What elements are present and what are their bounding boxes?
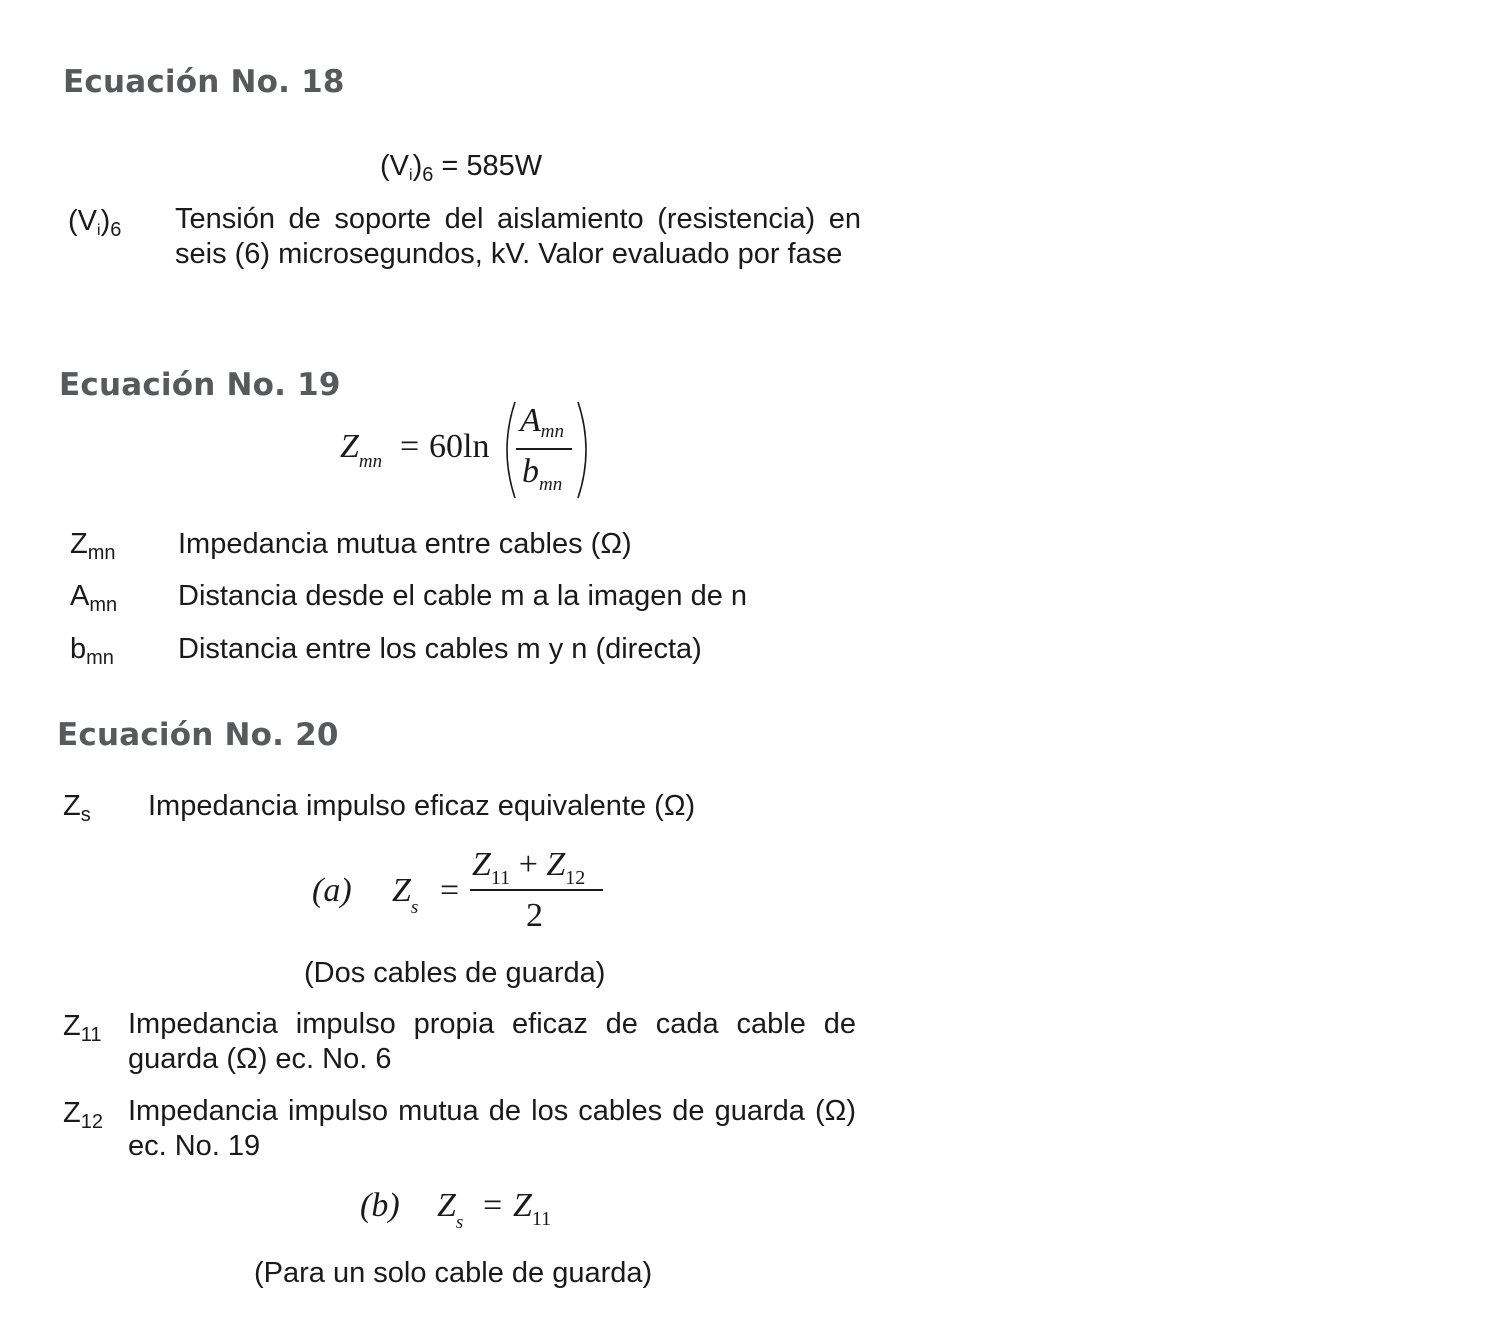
eq18-term-symbol: $(Vi)_6$ <box>68 205 122 241</box>
right-paren-icon <box>574 398 598 502</box>
term-symbol-zmn: $Z_{mn}$ <box>70 528 116 564</box>
term-description-bmn: Distancia entre los cables m y n (directa) <box>178 633 702 665</box>
term-description-amn: Distancia desde el cable m a la imagen de n <box>178 580 748 612</box>
eq20b-formula: (b) $Z_s$ = $Z_{11}$ <box>360 1187 552 1233</box>
term-symbol-bmn: $b_{mn}$ <box>70 633 114 669</box>
term-description-zs: Impedancia impulso eficaz equivalente (Ω) <box>148 790 696 822</box>
eq18-heading: Ecuación No. 18 <box>63 64 345 100</box>
eq19-heading: Ecuación No. 19 <box>59 367 341 403</box>
eq19-formula: $Z_{mn}$ = 60ln Amn $b_{mn}$ <box>340 398 600 502</box>
term-symbol-z11: $Z_{11}$ <box>63 1010 102 1046</box>
term-symbol-zs: $Z_s$ <box>63 790 91 826</box>
caption-two-guard-cables: (Dos cables de guarda) <box>304 957 606 989</box>
eq18-formula: $(Vi)_6 = 585W$ <box>380 150 543 186</box>
term-description-zmn: Impedancia mutua entre cables (Ω) <box>178 528 632 560</box>
eq20a-formula: (a) $Z_s$ = $Z_{11} + Z_{12}$ 2 <box>312 842 612 938</box>
fraction-bar <box>470 889 603 891</box>
term-description-z12: Impedancia impulso mutua de los cables de guarda (Ω) ec. No. 19 <box>128 1095 856 1162</box>
eq18-term-description: Tensión de soporte del aislamiento (resistencia) en seis (6) microsegundos, kV. Valor evaluado por fase <box>175 203 861 270</box>
left-paren-icon <box>495 398 519 502</box>
caption-single-guard-cable: (Para un solo cable de guarda) <box>254 1257 653 1289</box>
fraction-bar <box>516 448 572 450</box>
term-symbol-z12: $Z_{12}$ <box>63 1097 103 1133</box>
eq20-heading: Ecuación No. 20 <box>57 717 339 753</box>
term-symbol-amn: $A_{mn}$ <box>70 580 118 616</box>
term-description-z11: Impedancia impulso propia eficaz de cada cable de guarda (Ω) ec. No. 6 <box>128 1008 856 1075</box>
